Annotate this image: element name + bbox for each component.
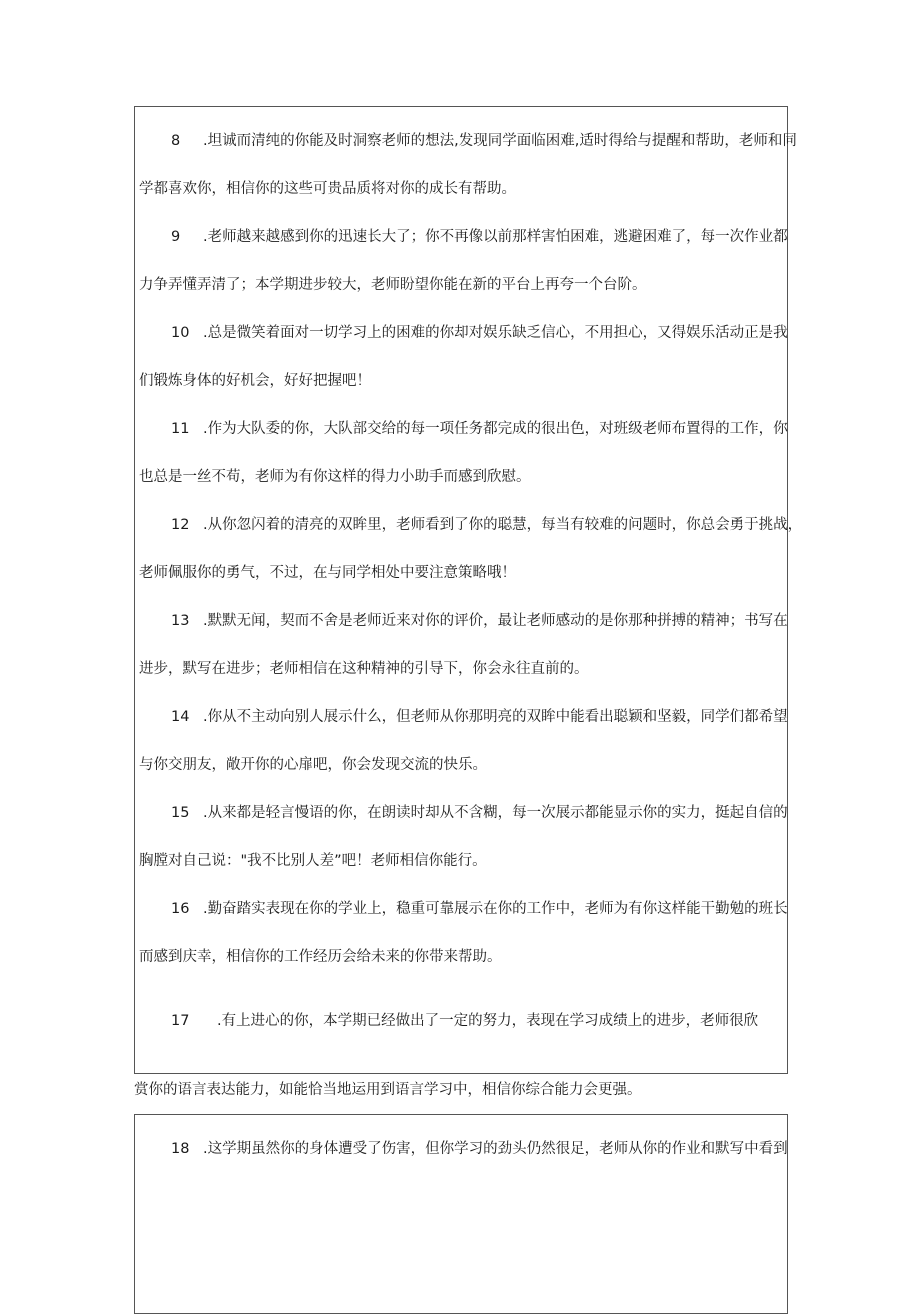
comment-paragraph-10 xyxy=(135,309,787,405)
paragraph-number: 15 xyxy=(171,805,190,821)
paragraph-text-line1: .坦诚而清纯的你能及时洞察老师的想法,发现同学面临困难,适时得给与提醒和帮助，老师和同 xyxy=(203,133,797,149)
paragraph-text-line2: 学都喜欢你，相信你的这些可贵品质将对你的成长有帮助。 xyxy=(139,181,516,197)
paragraph-text-line1: .老师越来越感到你的迅速长大了；你不再像以前那样害怕困难，逃避困难了，每一次作业都 xyxy=(203,229,788,245)
paragraph-text-line1: .你从不主动向别人展示什么，但老师从你那明亮的双眸中能看出聪颖和坚毅，同学们都希望 xyxy=(203,709,788,725)
comment-paragraph-8 xyxy=(135,117,797,213)
paragraph-text-line1: .默默无闻，契而不舍是老师近来对你的评价，最让老师感动的是你那种拼搏的精神；书写在 xyxy=(203,613,788,629)
comment-paragraph-13 xyxy=(135,597,787,693)
comment-paragraph-16 xyxy=(135,885,787,981)
comment-box xyxy=(134,106,803,1074)
next-comment-box xyxy=(134,1114,788,1314)
comment-paragraph-11 xyxy=(135,405,787,501)
paragraph-text-line1: .勤奋踏实表现在你的学业上，稳重可靠展示在你的工作中，老师为有你这样能干勤勉的班长 xyxy=(203,901,788,917)
paragraph-number: 9 xyxy=(171,229,181,245)
paragraph-number: 10 xyxy=(171,325,190,341)
paragraph-number: 18 xyxy=(171,1141,190,1157)
paragraph-number: 13 xyxy=(171,613,190,629)
comment-paragraph-15 xyxy=(135,789,787,885)
paragraph-text-line1: .作为大队委的你，大队部交给的每一项任务都完成的很出色，对班级老师布置得的工作，你 xyxy=(203,421,788,437)
comment-paragraph-9 xyxy=(135,213,787,309)
paragraph-text-line1: .从来都是轻言慢语的你，在朗读时却从不含糊，每一次展示都能显示你的实力，挺起自信的 xyxy=(203,805,788,821)
paragraph-number: 11 xyxy=(171,421,190,437)
paragraph-text-line1: .这学期虽然你的身体遭受了伤害，但你学习的劲头仍然很足，老师从你的作业和默写中看到 xyxy=(203,1141,788,1157)
paragraph-text-line1: .总是微笑着面对一切学习上的困难的你却对娱乐缺乏信心，不用担心，又得娱乐活动正是我 xyxy=(203,325,788,341)
comment-paragraph-12 xyxy=(135,501,803,597)
paragraph-text-line2: 们锻炼身体的好机会，好好把握吧！ xyxy=(139,373,371,389)
paragraph-number: 17 xyxy=(171,1013,190,1029)
comment-paragraph-17 xyxy=(135,997,787,1045)
paragraph-text-line2: 而感到庆幸，相信你的工作经历会给未来的你带来帮助。 xyxy=(139,949,502,965)
paragraph-text-line1: .从你忽闪着的清亮的双眸里，老师看到了你的聪慧，每当有较难的问题时，你总会勇于挑战， xyxy=(203,517,803,533)
paragraph-number: 12 xyxy=(171,517,190,533)
comment-paragraph-14 xyxy=(135,693,787,789)
paragraph-text-line2: 也总是一丝不苟，老师为有你这样的得力小助手而感到欣慰。 xyxy=(139,469,531,485)
paragraph-text-line1: .有上进心的你，本学期已经做出了一定的努力，表现在学习成绩上的进步，老师很欣 xyxy=(217,1013,759,1029)
paragraph-text-line2: 力争弄懂弄清了；本学期进步较大，老师盼望你能在新的平台上再夸一个台阶。 xyxy=(139,277,647,293)
paragraph-text-line2: 与你交朋友，敞开你的心扉吧，你会发现交流的快乐。 xyxy=(139,757,487,773)
paragraph-text-line2: 胸膛对自己说："我不比别人差”吧！老师相信你能行。 xyxy=(139,853,487,869)
paragraph-17-continuation: 赏你的语言表达能力，如能恰当地运用到语言学习中，相信你综合能力会更强。 xyxy=(134,1082,642,1098)
paragraph-text-line2: 进步，默写在进步；老师相信在这种精神的引导下，你会永往直前的。 xyxy=(139,661,589,677)
paragraph-text-line2: 老师佩服你的勇气，不过，在与同学相处中要注意策略哦！ xyxy=(139,565,516,581)
paragraph-number: 8 xyxy=(171,133,181,149)
paragraph-number: 14 xyxy=(171,709,190,725)
paragraph-number: 16 xyxy=(171,901,190,917)
comment-paragraph-18 xyxy=(135,1125,787,1173)
